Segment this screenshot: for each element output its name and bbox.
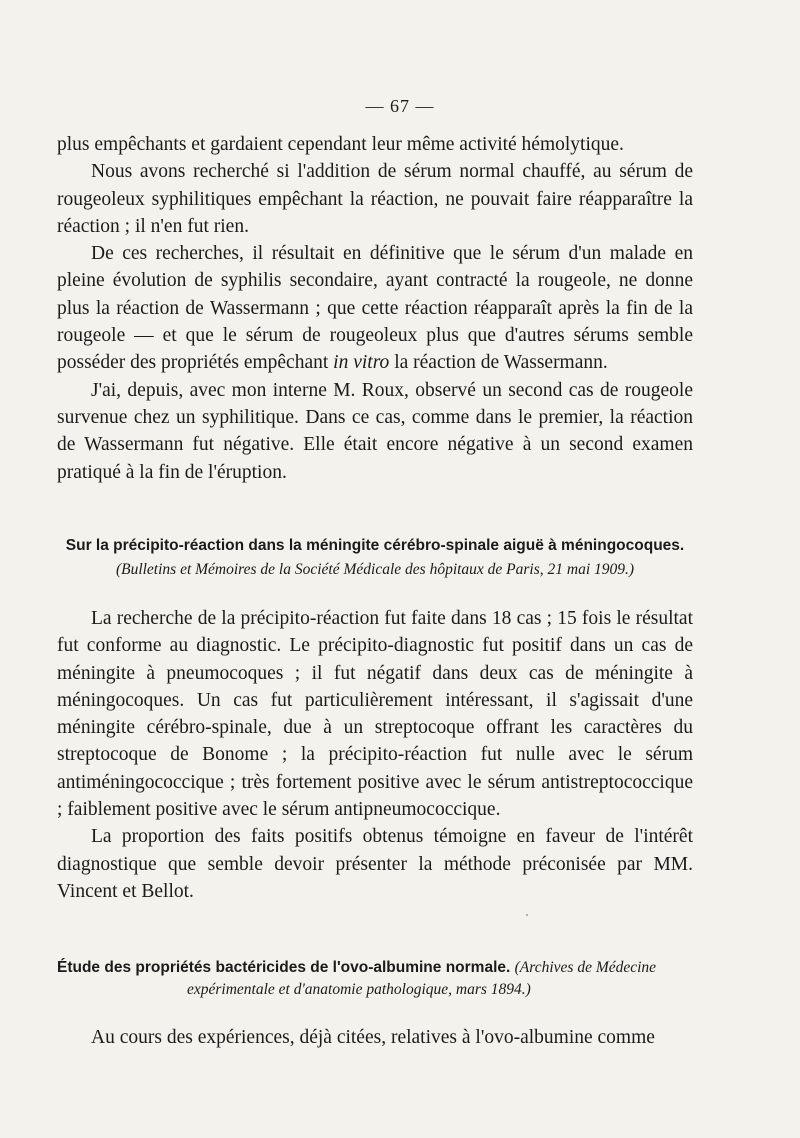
paragraph <box>57 240 693 376</box>
heading-title: Sur la précipito-réaction dans la méningite cérébro-spinale aiguë à méningocoques. <box>65 537 685 554</box>
heading-citation: expérimentale et d'anatomie pathologique, mars 1894.) <box>187 981 531 998</box>
paragraph: Nous avons recherché si l'addition de sérum normal chauffé, au sérum de rougeoleux syphilitiques empêchant la réaction, ne pouvait faire réapparaître la réaction ; il n'en fut rien. <box>57 161 693 237</box>
section-rougeole <box>57 131 693 486</box>
page-number: — 67 — <box>365 96 435 116</box>
paragraph-text: la réaction de Wassermann. <box>394 352 608 374</box>
paragraph-text: De ces recherches, il résultait en définitive que le sérum d'un malade en pleine évolution de syphilis secondaire, ayant contracté la rougeole, ne donne plus la réaction de Wassermann ; que cette réaction réapparaît après la fin de la rougeole — et que le sérum de rougeoleux plus que d'autres sérums semble posséder des propriétés empêchant <box>57 243 693 374</box>
heading-title: Étude des propriétés bactéricides de l'ovo-albumine normale. <box>57 959 511 976</box>
heading-citation: (Archives de Médecine <box>514 959 657 976</box>
paragraph: plus empêchants et gardaient cependant leur même activité hémolytique. <box>57 134 624 155</box>
italic-term: in vitro <box>333 352 390 374</box>
paragraph: Au cours des expériences, déjà citées, relatives à l'ovo-albumine comme <box>91 1027 655 1048</box>
ink-speck <box>526 914 528 916</box>
section-heading <box>57 535 693 581</box>
paragraph: La proportion des faits positifs obtenus témoigne en faveur de l'intérêt diagnostique que semble devoir présenter la méthode préconisée par MM. Vincent et Bellot. <box>57 826 693 902</box>
section-precipito-reaction <box>57 605 693 905</box>
section-heading <box>57 957 693 1001</box>
heading-citation: (Bulletins et Mémoires de la Société Médicale des hôpitaux de Paris, 21 mai 1909.) <box>115 561 635 578</box>
section-ovo-albumine <box>57 1024 693 1051</box>
paragraph: La recherche de la précipito-réaction fut faite dans 18 cas ; 15 fois le résultat fut conforme au diagnostic. Le précipito-diagnostic fut positif dans un cas de méningite à pneumocoques ; il fut négatif dans deux cas de méningite à méningocoques. Un cas fut particulièrement intéressant, il s'agissait d'une méningite cérébro-spinale, due à un streptocoque offrant les caractères du streptocoque de Bonome ; la précipito-réaction fut nulle avec le sérum antiméningococcique ; très fortement positive avec le sérum antistreptococcique ; faiblement positive avec le sérum antipneumococcique. <box>57 608 693 821</box>
paragraph: J'ai, depuis, avec mon interne M. Roux, observé un second cas de rougeole survenue chez un syphilitique. Dans ce cas, comme dans le premier, la réaction de Wassermann fut négative. Elle était encore négative à un second examen pratiqué à la fin de l'éruption. <box>57 379 693 483</box>
